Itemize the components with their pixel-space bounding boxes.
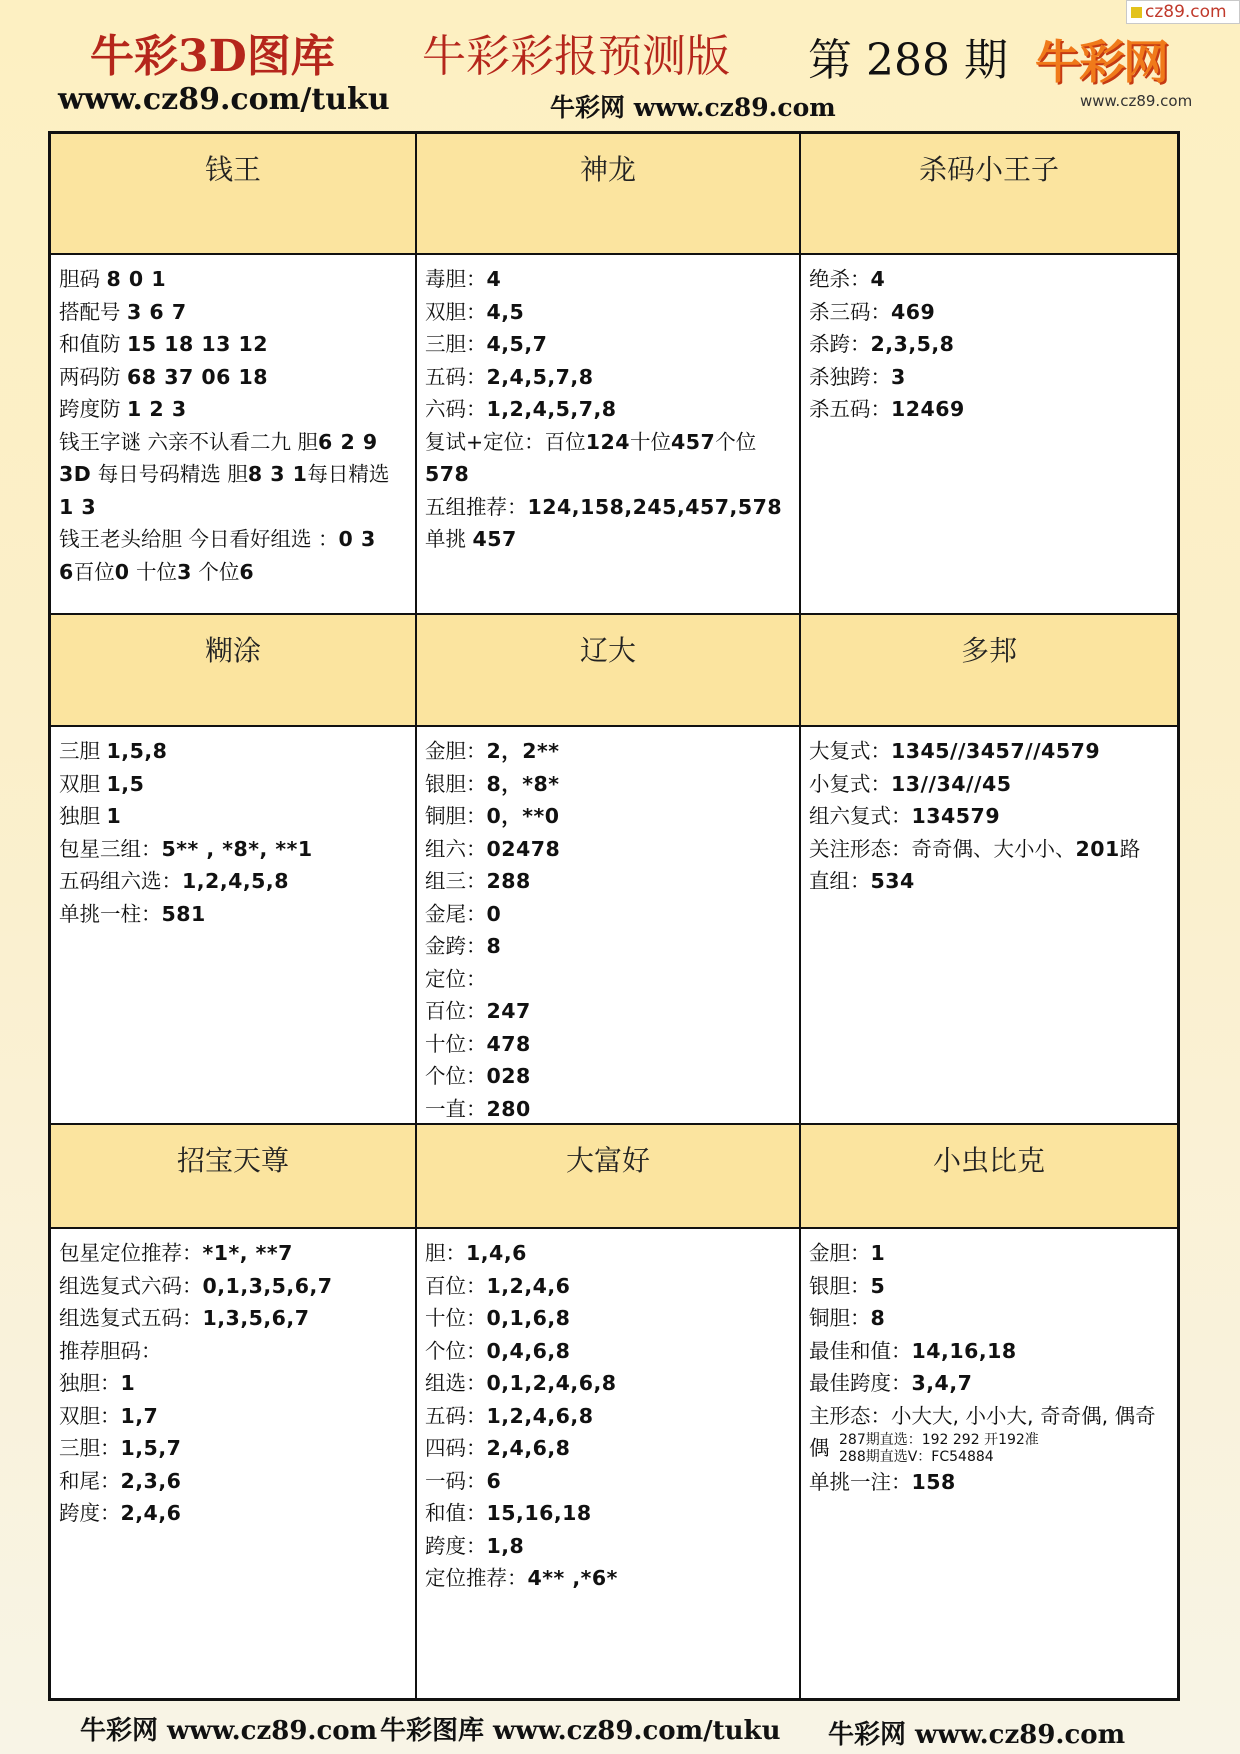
line-label: 组选复式六码： xyxy=(59,1273,203,1298)
panel-line xyxy=(809,865,1171,898)
line-value: 4,5 xyxy=(486,299,525,324)
panel-line xyxy=(809,1302,1171,1335)
panel-line xyxy=(425,995,793,1028)
panel-header xyxy=(51,134,417,255)
panel-line xyxy=(59,1465,409,1498)
footer-right-link[interactable]: 牛彩网 www.cz89.com xyxy=(828,1720,1126,1750)
panel-body xyxy=(417,727,801,1125)
line-value: 4 xyxy=(486,267,502,291)
panel-line xyxy=(59,491,409,524)
line-label: 主形态：小大大, 小小大, 奇奇偶, 偶奇 xyxy=(809,1403,1156,1428)
panel-line xyxy=(425,1497,793,1530)
line-value: 0,4,6,8 xyxy=(486,1338,571,1363)
panel-line xyxy=(59,458,409,491)
panel-line xyxy=(59,263,409,296)
line-value: 4,5,7 xyxy=(486,332,548,356)
panel-title: 杀码小王子 xyxy=(918,153,1059,186)
line-value: 581 xyxy=(161,901,206,926)
panel-line xyxy=(425,1335,793,1368)
line-value: 0，**0 xyxy=(486,804,560,828)
panel-line xyxy=(809,1237,1171,1270)
panel-line xyxy=(425,1028,793,1061)
draw-result-note: 288期直选V：FC54884 xyxy=(839,1449,994,1465)
line-label: 个位： xyxy=(425,1064,487,1088)
line-value: 0,1,3,5,6,7 xyxy=(202,1273,333,1298)
line-label: 关注形态：奇奇偶、大小小、 xyxy=(809,836,1076,861)
line-continuation: 偶 xyxy=(809,1436,830,1460)
line-label: 毒胆： xyxy=(425,267,487,291)
line-label: 跨度： xyxy=(59,1501,121,1525)
line-label: 金跨： xyxy=(425,934,487,958)
line-value: 1,2,4,5,8 xyxy=(182,869,289,893)
line-label: 每日号码精选 胆 xyxy=(91,462,248,486)
panel-title: 大富好 xyxy=(565,1144,650,1177)
panel-line xyxy=(809,800,1171,833)
line-label: 百位： xyxy=(425,999,487,1023)
panel-header xyxy=(801,1125,1177,1229)
panel-line xyxy=(809,768,1171,801)
panel-line xyxy=(425,1302,793,1335)
line-value: 534 xyxy=(870,869,915,893)
panel-line xyxy=(59,1367,409,1400)
panel-line xyxy=(59,800,409,833)
panel-line xyxy=(59,865,409,898)
line-label: 和尾： xyxy=(59,1468,121,1493)
badge-square-icon xyxy=(1131,7,1142,18)
line-label: 直组： xyxy=(809,869,871,893)
line-value: 8，*8* xyxy=(486,771,560,796)
line-value: 457 xyxy=(670,429,716,454)
line-value: 15,16,18 xyxy=(486,1501,592,1525)
line-value: 1 xyxy=(106,804,122,828)
line-value: 1,8 xyxy=(486,1533,525,1558)
line-value: 469 xyxy=(891,299,936,324)
line-label: 金尾： xyxy=(425,901,487,926)
line-value: 1,2,4,6,8 xyxy=(486,1403,594,1428)
panel-line xyxy=(425,523,793,556)
line-label: 铜胆： xyxy=(809,1306,871,1330)
panel-line xyxy=(809,393,1171,426)
panel-line xyxy=(425,1530,793,1563)
panel-line xyxy=(809,296,1171,329)
prediction-grid xyxy=(48,131,1180,1701)
panel-line xyxy=(425,361,793,394)
panel-line xyxy=(59,1335,409,1368)
line-value: *1*, **7 xyxy=(202,1241,293,1265)
line-value: 3 xyxy=(177,559,192,584)
line-label: 每日精选 xyxy=(307,462,390,486)
line-label: 杀跨： xyxy=(809,332,871,356)
panel-header xyxy=(51,1125,417,1229)
line-label: 杀五码： xyxy=(809,397,891,421)
line-value: 0,1,6,8 xyxy=(486,1306,571,1330)
panel-line xyxy=(59,1270,409,1303)
line-label: 四码： xyxy=(425,1436,487,1460)
line-label: 组三： xyxy=(425,869,487,893)
panel-line xyxy=(809,1335,1171,1368)
line-value: 288 xyxy=(486,869,531,893)
line-value: 0,1,2,4,6,8 xyxy=(486,1371,617,1395)
line-label: 五码： xyxy=(425,1403,487,1428)
panel-body xyxy=(801,255,1177,615)
line-value: 028 xyxy=(486,1064,531,1088)
panel-line xyxy=(425,1465,793,1498)
panel-line xyxy=(59,898,409,931)
panel-header xyxy=(417,1125,801,1229)
panel-line xyxy=(425,1367,793,1400)
line-value: 1,5,7 xyxy=(120,1436,182,1460)
panel-body xyxy=(51,255,417,615)
line-label: 双胆： xyxy=(59,1403,121,1428)
panel-body xyxy=(51,1229,417,1698)
line-value: 12469 xyxy=(891,397,965,421)
panel-title: 神龙 xyxy=(579,153,636,186)
panel-title: 辽大 xyxy=(579,634,636,667)
line-value: 280 xyxy=(486,1096,531,1121)
result-notes xyxy=(809,1432,1171,1466)
line-value: 8 0 1 xyxy=(106,267,167,291)
line-label: 个位 xyxy=(715,429,757,454)
panel-line xyxy=(59,296,409,329)
line-value: 2,4,6,8 xyxy=(486,1436,571,1460)
panel-line xyxy=(425,963,793,996)
line-value: 02478 xyxy=(486,836,561,861)
line-label: 单挑一注： xyxy=(809,1470,912,1494)
line-value: 457 xyxy=(472,527,517,551)
line-label: 推荐胆码： xyxy=(59,1338,162,1363)
panel-title: 糊涂 xyxy=(204,634,261,667)
panel-line xyxy=(59,1237,409,1270)
line-label: 包星三组： xyxy=(59,836,162,861)
line-label: 五组推荐： xyxy=(425,494,528,519)
panel-line xyxy=(425,1093,793,1126)
panel-line xyxy=(425,458,793,491)
panel-line xyxy=(59,833,409,866)
line-label: 和值： xyxy=(425,1501,487,1525)
panel-line xyxy=(809,1270,1171,1303)
library-title: 牛彩3D图库 xyxy=(90,31,335,82)
line-value: 1 xyxy=(120,1371,136,1395)
line-value: 2,4,5,7,8 xyxy=(486,364,594,389)
line-label: 五码组六选： xyxy=(59,869,182,893)
line-value: 1,5,8 xyxy=(106,739,168,763)
line-label: 银胆： xyxy=(425,771,487,796)
panel-line xyxy=(809,328,1171,361)
footer-middle-link[interactable]: 牛彩图库 www.cz89.com/tuku xyxy=(380,1716,781,1746)
line-label: 独胆 xyxy=(59,804,107,828)
line-label: 跨度防 xyxy=(59,397,128,421)
line-value: 134579 xyxy=(911,804,1001,828)
line-label: 金胆： xyxy=(425,739,487,763)
line-value: 4 xyxy=(870,267,886,291)
line-label: 六码： xyxy=(425,397,487,421)
line-value: 201 xyxy=(1075,836,1120,861)
panel-line xyxy=(59,735,409,768)
panel-line xyxy=(425,1270,793,1303)
panel-line xyxy=(59,1497,409,1530)
panel-line xyxy=(809,361,1171,394)
panel-line xyxy=(425,296,793,329)
line-label: 两码防 xyxy=(59,364,128,389)
line-value: 1,5 xyxy=(106,771,145,796)
panel-line xyxy=(425,930,793,963)
panel-line xyxy=(425,1237,793,1270)
line-value: 1,4,6 xyxy=(466,1241,527,1265)
line-label: 大复式： xyxy=(809,739,891,763)
line-label: 最佳跨度： xyxy=(809,1371,912,1395)
line-value: 124 xyxy=(585,429,630,454)
line-value: 8 xyxy=(486,934,502,958)
panel-line xyxy=(59,426,409,459)
panel-line xyxy=(59,1400,409,1433)
line-label: 组选： xyxy=(425,1371,487,1395)
panel-line xyxy=(809,1400,1171,1433)
panel-title: 小虫比克 xyxy=(932,1144,1045,1177)
line-label: 复试+定位：百位 xyxy=(425,429,586,454)
line-label: 三胆 xyxy=(59,739,107,763)
line-value: 1 xyxy=(870,1241,886,1265)
line-value: 6 xyxy=(486,1468,502,1493)
line-label: 定位： xyxy=(425,966,487,991)
panel-line xyxy=(59,393,409,426)
site-logo[interactable] xyxy=(1030,18,1193,113)
line-value: 6 2 9 xyxy=(318,429,378,454)
line-value: 1,3,5,6,7 xyxy=(202,1306,310,1330)
panel-line xyxy=(425,865,793,898)
panel-line xyxy=(425,328,793,361)
panel-body xyxy=(801,727,1177,1125)
panel-title: 钱王 xyxy=(204,153,261,186)
line-label: 和值防 xyxy=(59,332,128,356)
line-label: 三胆： xyxy=(425,332,487,356)
line-value: 1345//3457//4579 xyxy=(891,739,1101,763)
line-value: 6 xyxy=(59,559,74,584)
line-label: 十位 xyxy=(129,559,178,584)
line-label: 一码： xyxy=(425,1468,487,1493)
footer xyxy=(0,1710,1240,1750)
line-label: 百位： xyxy=(425,1273,487,1298)
panel-line xyxy=(59,768,409,801)
line-label: 胆： xyxy=(425,1241,466,1265)
panel-line xyxy=(425,426,793,459)
line-value: 2，2** xyxy=(486,739,560,763)
panel-title: 招宝天尊 xyxy=(176,1144,289,1177)
line-value: 15 18 13 12 xyxy=(127,332,269,356)
line-label: 路 xyxy=(1119,836,1141,861)
line-label: 百位 xyxy=(73,559,115,584)
panel-body xyxy=(417,255,801,615)
line-value: 124,158,245,457,578 xyxy=(527,494,783,519)
line-value: 2,3,5,8 xyxy=(870,332,955,356)
footer-left-link[interactable]: 牛彩网 www.cz89.com xyxy=(80,1716,378,1746)
panel-header xyxy=(801,615,1177,727)
line-value: 0 xyxy=(114,559,130,584)
line-label: 十位： xyxy=(425,1306,487,1330)
panel-line xyxy=(59,1432,409,1465)
line-value: 478 xyxy=(486,1031,531,1056)
panel-line xyxy=(425,1562,793,1595)
line-label: 杀三码： xyxy=(809,299,891,324)
line-value: 3,4,7 xyxy=(911,1371,973,1395)
line-value: 5** , *8*, **1 xyxy=(161,836,313,861)
line-value: 14,16,18 xyxy=(911,1338,1017,1363)
site-url[interactable]: 牛彩网 www.cz89.com xyxy=(550,93,836,122)
panel-header xyxy=(417,134,801,255)
panel-line xyxy=(425,1432,793,1465)
line-label: 组六复式： xyxy=(809,804,912,828)
line-value: 247 xyxy=(486,999,531,1023)
line-label: 钱王老头给胆 今日看好组选 ： xyxy=(59,527,339,551)
line-value: 0 xyxy=(486,901,502,926)
line-label: 个位 xyxy=(191,559,240,584)
panel-title: 多邦 xyxy=(960,634,1017,667)
corner-badge-text: cz89.com xyxy=(1145,2,1227,22)
panel-line xyxy=(809,735,1171,768)
draw-result-note: 287期直选：192 292 开192准 xyxy=(839,1432,1039,1448)
panel-line xyxy=(425,263,793,296)
panel-line xyxy=(425,800,793,833)
line-label: 定位推荐： xyxy=(425,1566,528,1590)
panel-line xyxy=(59,361,409,394)
line-label: 一直： xyxy=(425,1096,487,1121)
line-value: 13//34//45 xyxy=(891,771,1012,796)
line-label: 搭配号 xyxy=(59,299,128,324)
line-label: 五码： xyxy=(425,364,487,389)
line-value: 4** ,*6* xyxy=(527,1566,618,1590)
panel-line xyxy=(809,1367,1171,1400)
line-label: 单挑一柱： xyxy=(59,901,162,926)
logo-brand-text: 牛彩网 xyxy=(1035,35,1167,89)
panel-body xyxy=(801,1229,1177,1698)
issue-number: 第 288 期 xyxy=(808,35,1008,86)
line-label: 组选复式五码： xyxy=(59,1306,203,1330)
line-value: 5 xyxy=(870,1273,886,1298)
line-value: 68 37 06 18 xyxy=(127,364,269,389)
panel-line xyxy=(59,556,409,589)
line-label: 跨度： xyxy=(425,1533,487,1558)
paper-title: 牛彩彩报预测版 xyxy=(422,31,730,82)
line-value: 578 xyxy=(425,462,470,486)
line-value: 2,3,6 xyxy=(120,1468,182,1493)
panel-header xyxy=(417,615,801,727)
panel-line xyxy=(425,833,793,866)
panel-line xyxy=(59,328,409,361)
line-label: 组六： xyxy=(425,836,487,861)
line-value: 3 6 7 xyxy=(127,299,187,324)
tuku-url[interactable]: www.cz89.com/tuku xyxy=(58,82,390,117)
line-value: 3 xyxy=(891,364,906,389)
line-label: 三胆： xyxy=(59,1436,121,1460)
panel-line xyxy=(425,898,793,931)
panel-line xyxy=(425,393,793,426)
line-label: 单挑 xyxy=(425,527,473,551)
line-label: 独胆： xyxy=(59,1371,121,1395)
line-value: 2,4,6 xyxy=(120,1501,182,1525)
line-value: 1,2,4,6 xyxy=(486,1273,571,1298)
panel-header xyxy=(51,615,417,727)
line-label: 包星定位推荐： xyxy=(59,1241,203,1265)
line-value: 0 3 xyxy=(338,527,376,551)
panel-line xyxy=(59,523,409,556)
line-value: 8 xyxy=(870,1306,886,1330)
line-value: 8 3 1 xyxy=(247,462,308,486)
line-label: 钱王字谜 六亲不认看二九 胆 xyxy=(59,429,319,454)
line-value: 1,2,4,5,7,8 xyxy=(486,397,617,421)
logo-url: www.cz89.com xyxy=(1080,92,1193,110)
panel-line xyxy=(809,263,1171,296)
panel-line xyxy=(425,491,793,524)
line-value: 1 3 xyxy=(59,494,97,519)
line-value: 1,7 xyxy=(120,1403,159,1428)
line-value: 1 2 3 xyxy=(127,397,187,421)
line-label: 双胆： xyxy=(425,299,487,324)
line-value: 158 xyxy=(911,1470,956,1494)
panel-line xyxy=(425,768,793,801)
line-label: 双胆 xyxy=(59,771,107,796)
line-label: 绝杀： xyxy=(809,267,871,291)
panel-header xyxy=(801,134,1177,255)
line-label: 银胆： xyxy=(809,1273,871,1298)
line-label: 铜胆： xyxy=(425,804,487,828)
line-value: 6 xyxy=(239,559,255,584)
panel-line xyxy=(425,1060,793,1093)
line-label: 小复式： xyxy=(809,771,891,796)
line-label: 胆码 xyxy=(59,267,107,291)
panel-body xyxy=(51,727,417,1125)
panel-line xyxy=(809,833,1171,866)
panel-line xyxy=(425,1400,793,1433)
line-label: 十位： xyxy=(425,1031,487,1056)
panel-line xyxy=(59,1302,409,1335)
panel-body xyxy=(417,1229,801,1698)
panel-line xyxy=(425,735,793,768)
line-value: 3D xyxy=(59,462,92,486)
line-label: 十位 xyxy=(629,429,671,454)
line-label: 个位： xyxy=(425,1338,487,1363)
panel-line xyxy=(809,1466,1171,1499)
line-label: 金胆： xyxy=(809,1241,871,1265)
line-label: 最佳和值： xyxy=(809,1338,912,1363)
line-label: 杀独跨： xyxy=(809,364,891,389)
